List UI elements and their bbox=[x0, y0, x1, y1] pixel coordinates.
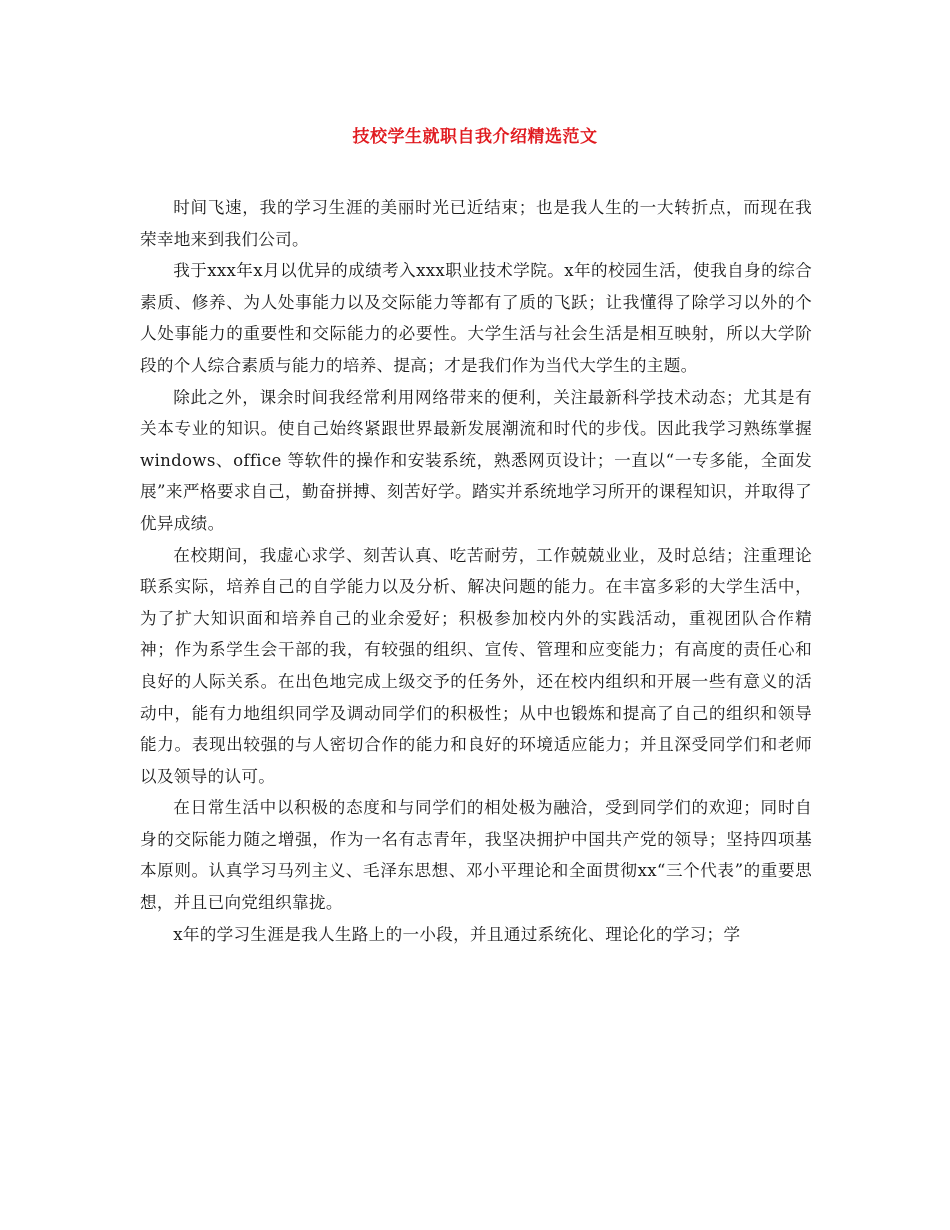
document-body bbox=[140, 192, 812, 950]
document-title: 技校学生就职自我介绍精选范文 bbox=[352, 127, 598, 147]
paragraph-3: 除此之外，课余时间我经常利用网络带来的便利，关注最新科学技术动态；尤其是有关本专业的知识。使自己始终紧跟世界最新发展潮流和时代的步伐。因此我学习熟练掌握windows、office 等软件的操作和安装系统，熟悉网页设计；一直以“一专多能，全面发展”来严格要求自己，勤奋拼搏、刻苦好学。踏实并系统地学习所开的课程知识，并取得了优异成绩。 bbox=[140, 387, 812, 533]
paragraph-2: 我于xxx年x月以优异的成绩考入xxx职业技术学院。x年的校园生活，使我自身的综合素质、修养、为人处事能力以及交际能力等都有了质的飞跃；让我懂得了除学习以外的个人处事能力的重要性和交际能力的必要性。大学生活与社会生活是相互映射，所以大学阶段的个人综合素质与能力的培养、提高；才是我们作为当代大学生的主题。 bbox=[140, 261, 812, 375]
paragraph-1: 时间飞速，我的学习生涯的美丽时光已近结束；也是我人生的一大转折点，而现在我荣幸地来到我们公司。 bbox=[140, 198, 812, 249]
paragraph-6: x年的学习生涯是我人生路上的一小段，并且通过系统化、理论化的学习；学 bbox=[173, 924, 741, 944]
paragraph-4: 在校期间，我虚心求学、刻苦认真、吃苦耐劳，工作兢兢业业，及时总结；注重理论联系实际，培养自己的自学能力以及分析、解决问题的能力。在丰富多彩的大学生活中，为了扩大知识面和培养自己的业余爱好；积极参加校内外的实践活动，重视团队合作精神；作为系学生会干部的我，有较强的组织、宣传、管理和应变能力；有高度的责任心和良好的人际关系。在出色地完成上级交予的任务外，还在校内组织和开展一些有意义的活动中，能有力地组织同学及调动同学们的积极性；从中也锻炼和提高了自己的组织和领导能力。表现出较强的与人密切合作的能力和良好的环境适应能力；并且深受同学们和老师以及领导的认可。 bbox=[140, 545, 812, 786]
paragraph-5: 在日常生活中以积极的态度和与同学们的相处极为融洽，受到同学们的欢迎；同时自身的交际能力随之增强，作为一名有志青年，我坚决拥护中国共产党的领导；坚持四项基本原则。认真学习马列主义、毛泽东思想、邓小平理论和全面贯彻xx“三个代表”的重要思想，并且已向党组织靠拢。 bbox=[140, 798, 812, 913]
